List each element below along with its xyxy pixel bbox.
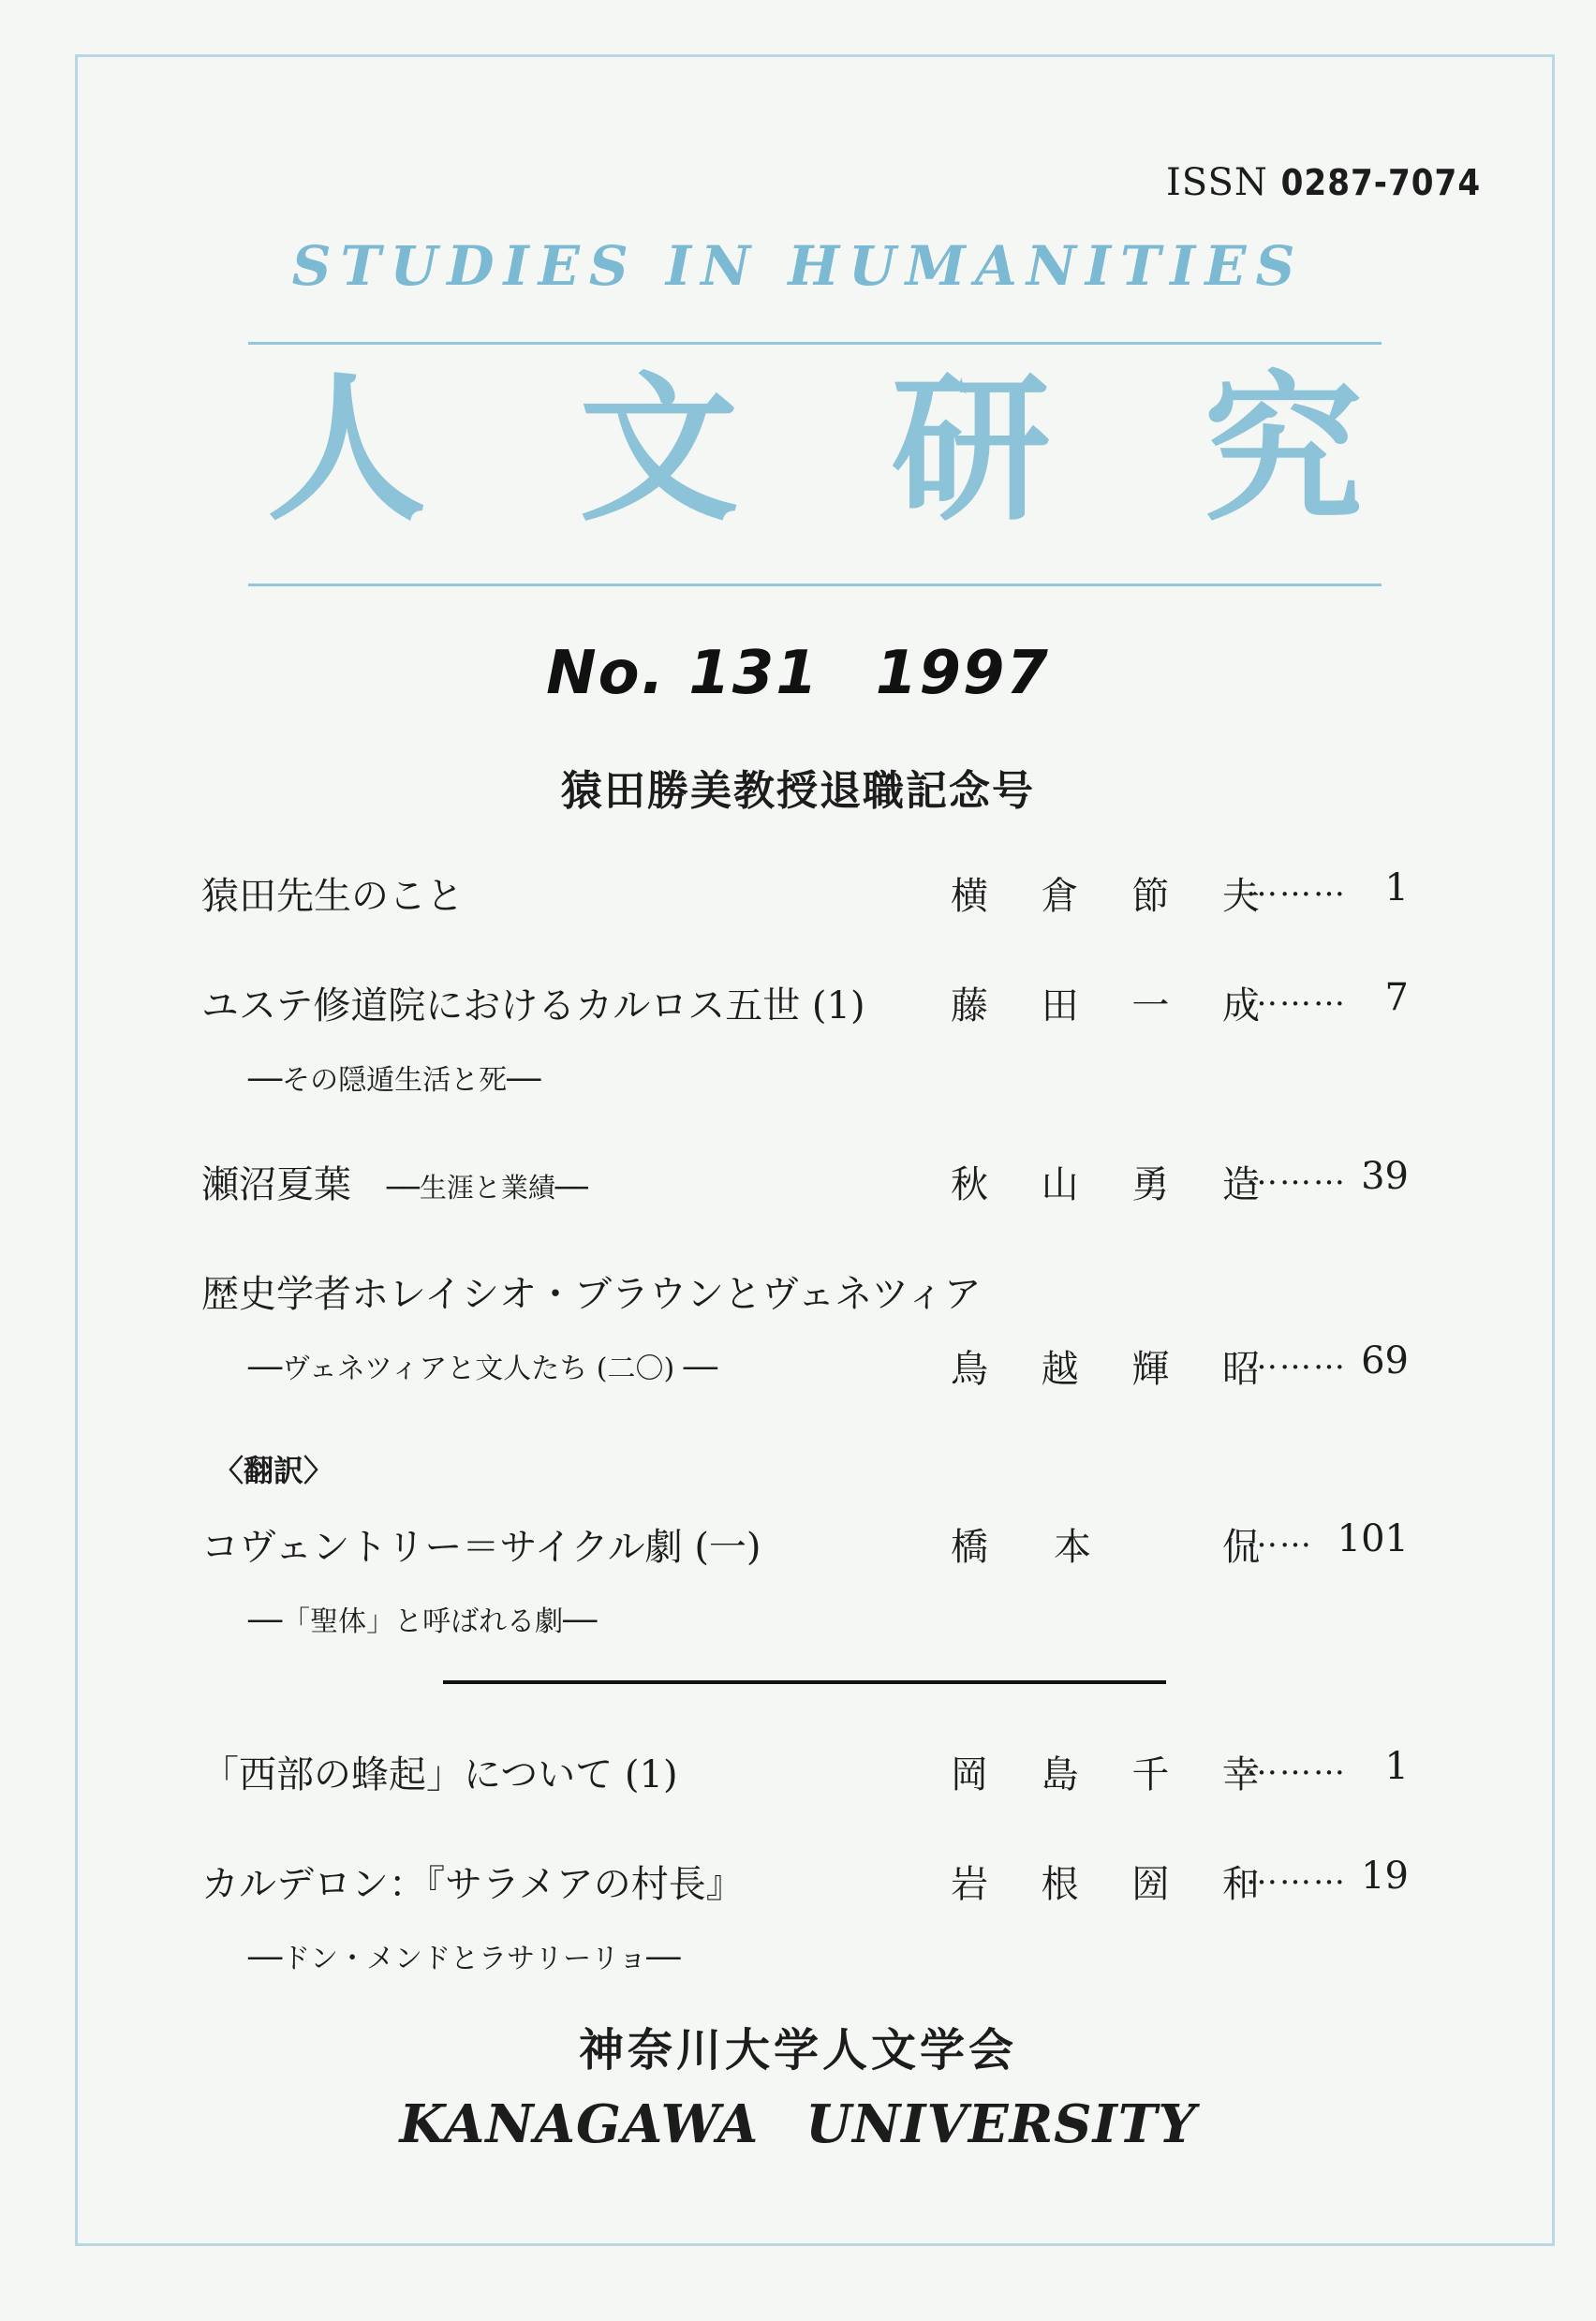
entry-title: カルデロン：『サラメアの村長』 xyxy=(201,1863,744,1906)
entry-subtitle: ──ヴェネツィアと文人たち (二〇) ── xyxy=(248,1353,717,1385)
publisher-english: KANAGAWA UNIVERSITY xyxy=(399,2093,1197,2155)
entry-page: 7 xyxy=(1384,976,1409,1019)
leader-dots: ……… xyxy=(1246,1339,1347,1377)
entry-author: 岩 根 圀 和 xyxy=(951,1863,1260,1906)
entry-page: 69 xyxy=(1361,1339,1409,1382)
issue-year: 1997 xyxy=(875,639,1050,708)
entry-page: 19 xyxy=(1361,1855,1409,1898)
entry-title: コヴェントリー＝サイクル劇 (一) xyxy=(201,1526,761,1569)
leader-dots: ……… xyxy=(1246,1855,1347,1892)
toc-entry xyxy=(0,1855,1596,1911)
issue-line xyxy=(0,639,1596,708)
leader-dots: ……… xyxy=(1246,866,1347,904)
title-char-4: 究 xyxy=(1203,356,1363,543)
toc-entry xyxy=(0,1339,1596,1396)
entry-page: 1 xyxy=(1384,866,1409,909)
entry-subtitle: ──その隠遁生活と死── xyxy=(248,1064,541,1097)
entry-page: 1 xyxy=(1384,1745,1409,1788)
entry-author: 横 倉 節 夫 xyxy=(951,875,1260,918)
entry-page: 39 xyxy=(1361,1155,1409,1198)
entry-author: 秋 山 勇 造 xyxy=(951,1163,1260,1206)
entry-author: 鳥 越 輝 昭 xyxy=(951,1348,1260,1391)
japanese-title xyxy=(248,356,1382,543)
toc-entry xyxy=(0,1745,1596,1801)
entry-author: 橋 本 侃 xyxy=(951,1526,1260,1569)
entry-author: 藤 田 一 成 xyxy=(951,984,1260,1027)
entry-title: 「西部の蜂起」について (1) xyxy=(201,1753,678,1796)
leader-dots: ……… xyxy=(1246,976,1347,1013)
issn xyxy=(1166,161,1481,204)
entry-page: 101 xyxy=(1337,1517,1409,1560)
toc-entry xyxy=(0,1517,1596,1574)
title-char-2: 文 xyxy=(579,356,739,543)
publisher-japanese: 神奈川大学人文学会 xyxy=(578,2024,1017,2077)
leader-dots: ……… xyxy=(1246,1155,1347,1192)
entry-subtitle-inline: ──生涯と業績── xyxy=(387,1172,588,1204)
title-rule-top xyxy=(248,342,1382,345)
toc-entry xyxy=(0,976,1596,1032)
entry-subtitle: ──ドン・メンドとラサリーリョ── xyxy=(248,1943,681,1975)
entry-author: 岡 島 千 幸 xyxy=(951,1753,1260,1796)
issn-label: ISSN xyxy=(1166,161,1268,204)
title-rule-bottom xyxy=(248,584,1382,586)
section-label-translation: 〈翻訳〉 xyxy=(214,1453,334,1488)
entry-subtitle: ──「聖体」と呼ばれる劇── xyxy=(248,1605,598,1638)
special-issue-title: 猿田勝美教授退職記念号 xyxy=(561,767,1035,815)
issn-number: 0287-7074 xyxy=(1280,162,1482,203)
entry-title: 瀬沼夏葉 ──生涯と業績── xyxy=(201,1163,588,1206)
entry-title: 歴史学者ホレイシオ・ブラウンとヴェネツィア xyxy=(201,1273,982,1316)
english-title: STUDIES IN HUMANITIES xyxy=(291,234,1305,298)
toc-entry-title-row xyxy=(0,1264,1596,1321)
toc-entry xyxy=(0,866,1596,923)
entry-title: ユステ修道院におけるカルロス五世 (1) xyxy=(201,984,865,1027)
title-char-3: 研 xyxy=(891,356,1051,543)
title-char-1: 人 xyxy=(267,356,427,543)
leader-dots: ……… xyxy=(1246,1745,1347,1782)
entry-title: 猿田先生のこと xyxy=(201,875,464,918)
issue-number: No. 131 xyxy=(546,639,820,708)
toc-entry xyxy=(0,1155,1596,1211)
section-divider xyxy=(443,1680,1166,1684)
leader-dots: …… xyxy=(1246,1517,1313,1555)
